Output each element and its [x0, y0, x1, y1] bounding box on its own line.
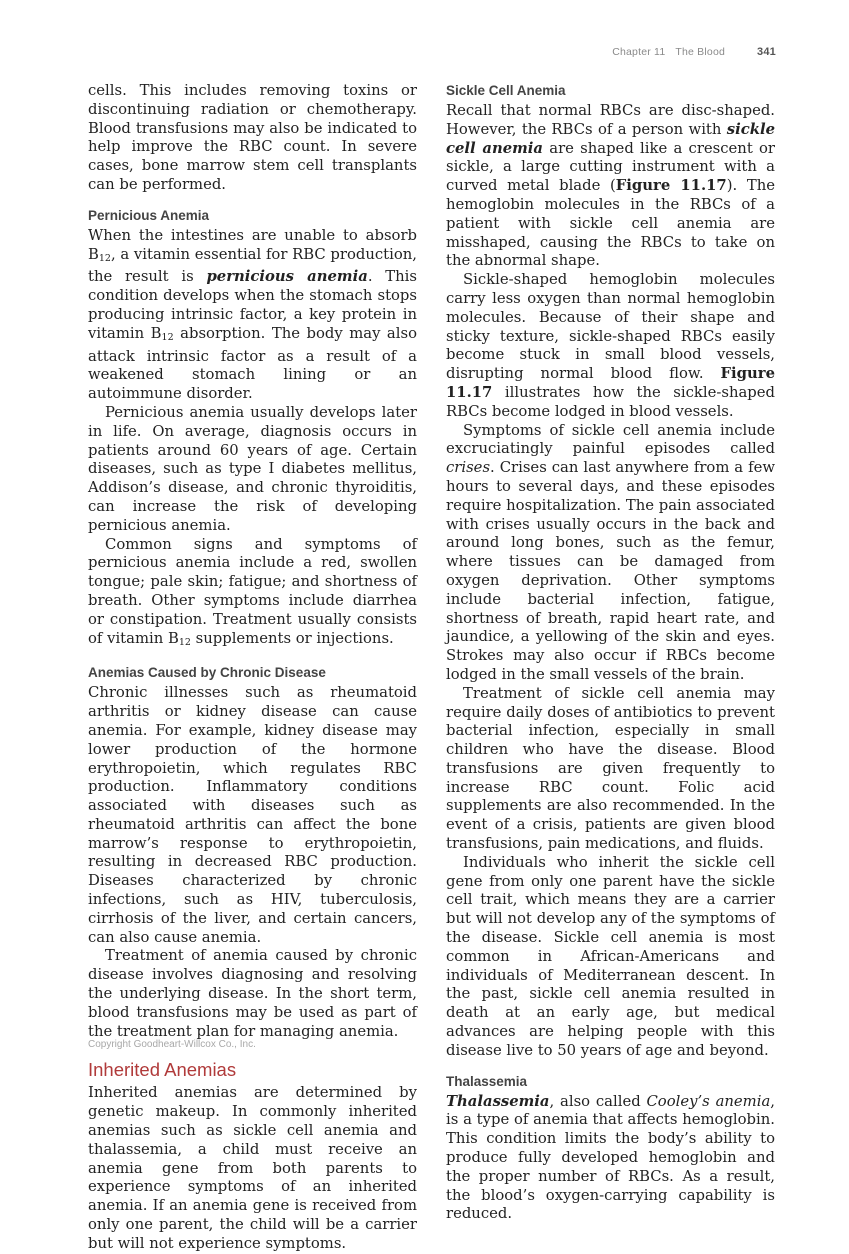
- heading-inherited-anemias: Inherited Anemias: [88, 1059, 237, 1081]
- heading-chronic-disease-anemia: Anemias Caused by Chronic Disease: [88, 665, 326, 681]
- heading-sickle-cell-anemia: Sickle Cell Anemia: [446, 83, 566, 98]
- figure-reference: Figure 11.17: [615, 177, 727, 195]
- page-number: 341: [757, 46, 776, 58]
- paragraph-sickle-definition: Recall that normal RBCs are disc-shaped. However, the RBCs of a person with sickle cell anemia are shaped like a crescent or sickle, a large cutting instrument with a curved metal blade (Figure 11.17). The hemoglobin molecules in the RBCs of a patient with sickle cell anemia are misshaped, causing the RBCs to take on the abnormal shape.: [446, 102, 775, 270]
- paragraph-sickle-symptoms: Symptoms of sickle cell anemia include excruciatingly painful episodes called crises. Crises can last anywhere from a few hours to several days, and these episodes require hospitalization. The pain associated with crises usually occurs in the back and around long bones, such as the femur, where tissues can be damaged from oxygen deprivation. Other symptoms include bacterial infection, fatigue, shortness of breath, rapid heart rate, and jaundice, a yellowing of the skin and eyes. Strokes may also occur if RBCs become lodged in the small vessels of the brain.: [446, 421, 775, 683]
- running-head: [612, 46, 776, 58]
- chapter-title: The Blood: [675, 46, 726, 58]
- paragraph-pernicious-definition: When the intestines are unable to absorb $B_{12}$, a vitamin essential for RBC production, the result is pernicious anemia. This condition develops when the stomach stops producing intrinsic factor, a key protein in vitamin $B_{12}$ absorption. The body may also attack intrinsic factor as a result of a weakened stomach lining or an autoimmune disorder.: [88, 226, 417, 403]
- term-cooleys-anemia: Cooley’s anemia: [646, 1092, 771, 1110]
- paragraph-pernicious-symptoms: Common signs and symptoms of pernicious anemia include a red, swollen tongue; pale skin; fatigue; and shortness of breath. Other symptoms include diarrhea or constipation. Treatment usually consists of vitamin $B_{12}$ supplements or injections.: [88, 535, 417, 648]
- chapter-label: Chapter 11: [612, 46, 666, 58]
- heading-pernicious-anemia: Pernicious Anemia: [88, 207, 210, 223]
- left-column: [88, 82, 417, 1254]
- paragraph-sickle-blood-flow: Sickle-shaped hemoglobin molecules carry less oxygen than normal hemoglobin molecules. Because of their shape and sticky texture, sickle-shaped RBCs easily become stuck in small blood vessels, disrupting normal blood flow. Figure 11.17 illustrates how the sickle-shaped RBCs become lodged in blood vessels.: [446, 271, 775, 420]
- term-sickle-cell-anemia: sickle cell anemia: [446, 120, 775, 157]
- copyright-footer: Copyright Goodheart-Willcox Co., Inc.: [88, 1039, 256, 1050]
- term-pernicious-anemia: pernicious anemia: [206, 268, 368, 286]
- paragraph-pernicious-onset: Pernicious anemia usually develops later in life. On average, diagnosis occurs in patients around 60 years of age. Certain diseases, such as type I diabetes mellitus, Addison’s disease, and chronic thyroiditis, can increase the risk of developing pernicious anemia.: [88, 403, 417, 534]
- paragraph-chronic-treatment: Treatment of anemia caused by chronic disease involves diagnosing and resolving the underlying disease. In the short term, blood transfusions may be used as part of the treatment plan for managing anemia.: [88, 947, 417, 1040]
- right-column: [446, 82, 775, 1224]
- term-crises: crises: [446, 459, 491, 477]
- heading-thalassemia: Thalassemia: [446, 1073, 528, 1089]
- term-thalassemia: Thalassemia: [446, 1092, 550, 1110]
- figure-reference: Figure 11.17: [446, 365, 775, 401]
- paragraph-inherited-intro: Inherited anemias are determined by genetic makeup. In commonly inherited anemias such as sickle cell anemia and thalassemia, a child must receive an anemia gene from both parents to experience symptoms of an inherited anemia. If an anemia gene is received from only one parent, the child will be a carrier but will not experience symptoms.: [88, 1084, 417, 1252]
- paragraph-treatment-continued: cells. This includes removing toxins or discontinuing radiation or chemotherapy. Blood transfusions may also be indicated to help improve the RBC count. In severe cases, bone marrow stem cell transplants can be performed.: [88, 82, 417, 193]
- paragraph-sickle-trait: Individuals who inherit the sickle cell gene from only one parent have the sickle cell trait, which means they are a carrier but will not develop any of the symptoms of the disease. Sickle cell anemia is most common in African-Americans and individuals of Mediterranean descent. In the past, sickle cell anemia resulted in death at an early age, but medical advances are helping people with this disease live to 50 years of age and beyond.: [446, 853, 775, 1059]
- paragraph-sickle-treatment: Treatment of sickle cell anemia may require daily doses of antibiotics to prevent bacterial infection, especially in small children who have the disease. Blood transfusions are given frequently to increase RBC count. Folic acid supplements are also recommended. In the event of a crisis, patients are given blood transfusions, pain medications, and fluids.: [446, 684, 775, 853]
- paragraph-thalassemia-definition: Thalassemia, also called Cooley’s anemia, is a type of anemia that affects hemoglobin. This condition limits the body’s ability to produce fully developed hemoglobin and the proper number of RBCs. As a result, the blood’s oxygen-carrying capability is reduced.: [446, 1092, 775, 1223]
- paragraph-chronic-causes: Chronic illnesses such as rheumatoid arthritis or kidney disease can cause anemia. For example, kidney disease may lower production of the hormone erythropoietin, which regulates RBC production. Inflammatory conditions associated with diseases such as rheumatoid arthritis can affect the bone marrow’s response to erythropoietin, resulting in decreased RBC production. Diseases characterized by chronic infections, such as HIV, tuberculosis, cirrhosis of the liver, and certain cancers, can also cause anemia.: [88, 684, 417, 946]
